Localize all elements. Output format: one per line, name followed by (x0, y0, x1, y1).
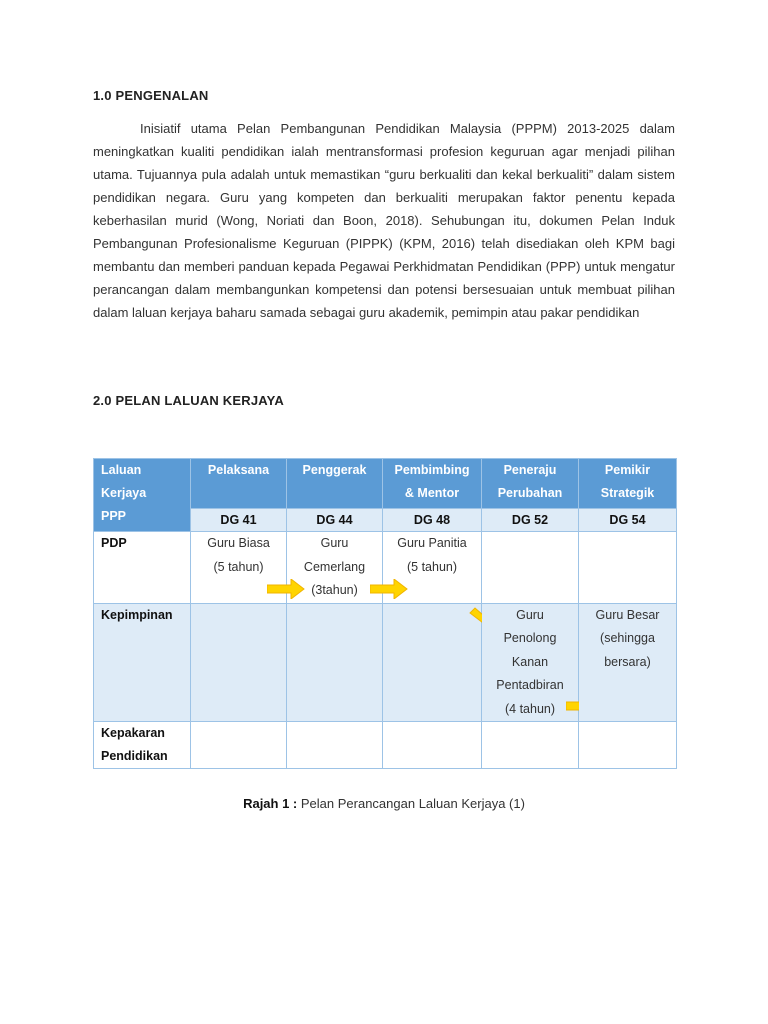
cell-text: Kanan (511, 654, 549, 669)
cell-kepakaran-peneraju (482, 722, 579, 769)
column-header-pemikir (579, 459, 677, 509)
cell-text: Guru Panitia (397, 536, 467, 550)
cell-text: Guru (516, 607, 544, 622)
cell-pdp-pembimbing (383, 532, 482, 604)
row-label-text: Pendidikan (101, 749, 168, 763)
grade-dg48: DG 48 (383, 509, 482, 532)
grade-dg52: DG 52 (482, 509, 579, 532)
cell-text: (4 tahun) (504, 701, 556, 716)
column-header-text: Peneraju (503, 463, 557, 477)
cell-text: Cemerlang (303, 559, 366, 574)
column-header-pembimbing (383, 459, 482, 509)
row-label-kepimpinan (94, 603, 191, 722)
grade-dg44: DG 44 (287, 509, 383, 532)
caption-label: Rajah 1 : (243, 796, 298, 811)
corner-line: Kerjaya (101, 486, 147, 500)
section-1-heading: 1.0 PENGENALAN (93, 88, 209, 103)
cell-kepimpinan-pembimbing (383, 603, 482, 722)
cell-text: Guru (320, 536, 349, 550)
introduction-text: Inisiatif utama Pelan Pembangunan Pendidikan Malaysia (PPPM) 2013-2025 dalam meningkatkan kualiti pendidikan ialah mentransformasi profesion keguruan agar menjadi pilihan utama. Tujuannya pula adalah untuk memastikan “guru berkualiti dan kekal berkualiti” dalam sistem pendidikan negara. Guru yang kompeten dan berkualiti merupakan faktor penentu kepada keberhasilan murid (Wong, Noriati dan Boon, 2018). Sehubungan itu, dokumen Pelan Induk Pembangunan Profesionalisme Keguruan (PIPPK) (KPM, 2016) telah disediakan oleh KPM bagi membantu dan memberi panduan kepada Pegawai Perkhidmatan Pendidikan (PPP) untuk mengatur perancangan dalam membangunkan kompetensi dan potensi bersesuaian untuk membuat pilihan dalam laluan kerjaya baharu samada sebagai guru akademik, pemimpin atau pakar pendidikan (93, 121, 675, 320)
corner-line: Laluan (101, 463, 142, 477)
column-header-peneraju (482, 459, 579, 509)
cell-text: (sehingga (600, 631, 655, 645)
row-label-text: Kepimpinan (101, 607, 173, 622)
cell-text: bersara) (604, 654, 651, 669)
row-label-kepakaran (94, 722, 191, 769)
table-corner-header (94, 459, 191, 532)
cell-kepimpinan-pelaksana (191, 603, 287, 722)
column-header-text: Strategik (600, 486, 655, 500)
corner-line: PPP (101, 509, 127, 523)
column-header-text: Perubahan (497, 486, 563, 500)
column-header-text: Pembimbing (394, 463, 470, 477)
cell-text: Guru Besar (595, 607, 660, 622)
cell-text: Penolong (503, 631, 557, 645)
figure-caption (0, 796, 768, 811)
cell-pdp-pelaksana (191, 532, 287, 604)
cell-text: (5 tahun) (406, 559, 458, 574)
cell-kepimpinan-peneraju (482, 603, 579, 722)
cell-pdp-peneraju (482, 532, 579, 604)
cell-text: (5 tahun) (213, 559, 264, 574)
grade-dg41: DG 41 (191, 509, 287, 532)
column-header-text: Pemikir (604, 463, 651, 477)
column-header-text: Penggerak (302, 463, 367, 477)
cell-kepimpinan-penggerak (287, 603, 383, 722)
cell-kepakaran-penggerak (287, 722, 383, 769)
career-path-table (93, 458, 677, 769)
introduction-paragraph (93, 117, 675, 324)
row-label-pdp (94, 532, 191, 604)
column-header-penggerak (287, 459, 383, 509)
cell-kepakaran-pelaksana (191, 722, 287, 769)
row-label-text: PDP (101, 536, 127, 550)
cell-text: Pentadbiran (496, 678, 564, 692)
column-header-pelaksana (191, 459, 287, 509)
caption-text: Pelan Perancangan Laluan Kerjaya (1) (297, 796, 525, 811)
cell-text: Guru Biasa (207, 536, 270, 550)
cell-kepakaran-pembimbing (383, 722, 482, 769)
cell-kepimpinan-pemikir (579, 603, 677, 722)
cell-pdp-penggerak (287, 532, 383, 604)
section-2-heading: 2.0 PELAN LALUAN KERJAYA (93, 393, 284, 408)
grade-dg54: DG 54 (579, 509, 677, 532)
row-label-text: Kepakaran (101, 726, 165, 740)
cell-pdp-pemikir (579, 532, 677, 604)
column-header-text: Pelaksana (207, 463, 270, 477)
column-header-text: & Mentor (404, 486, 460, 500)
cell-text: (3tahun) (311, 583, 358, 597)
cell-kepakaran-pemikir (579, 722, 677, 769)
